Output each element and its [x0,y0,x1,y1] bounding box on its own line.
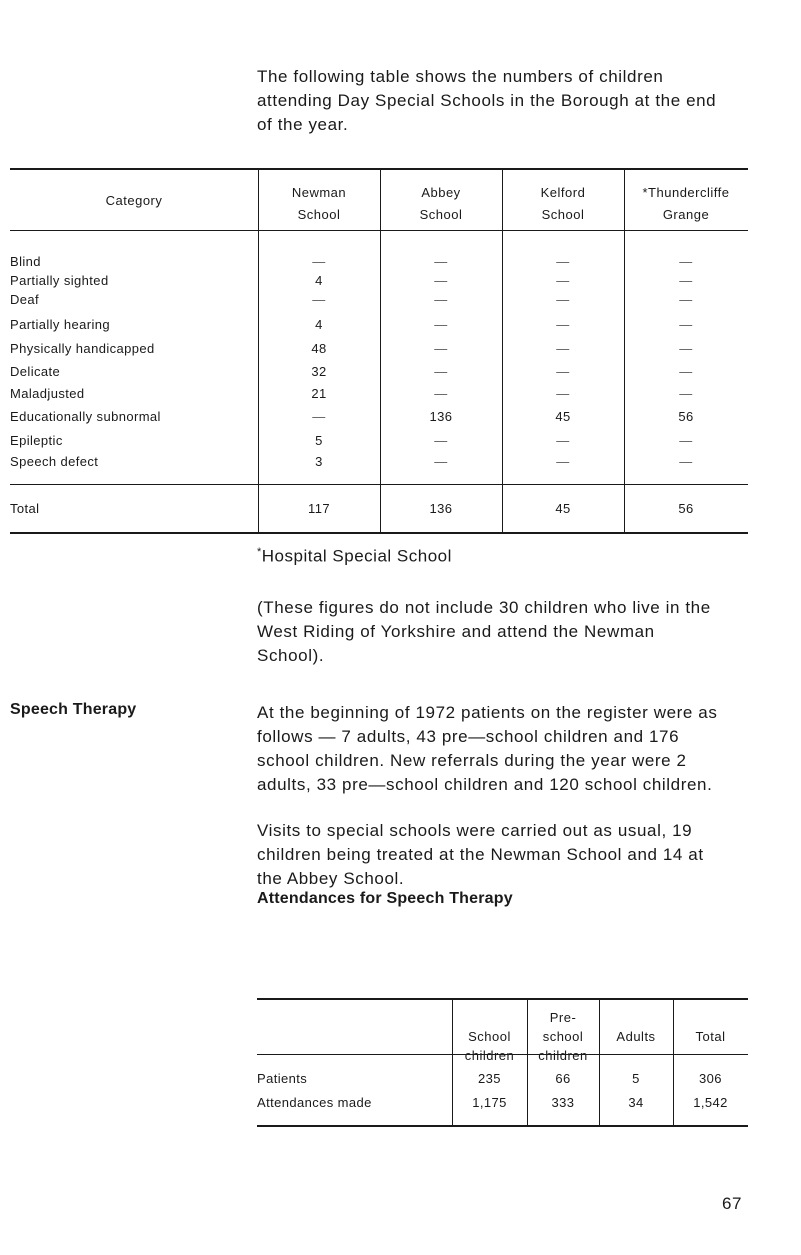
cell: — [434,386,448,401]
table-rule [10,484,748,485]
cell: — [434,254,448,269]
cell: 5 [315,433,323,448]
cell: — [312,254,326,269]
cell: 5 [632,1071,640,1086]
cell: — [434,433,448,448]
row-label: Educationally subnormal [10,409,161,424]
intro-line: of the year. [257,115,349,134]
cell: — [556,273,570,288]
cell: 56 [678,501,694,516]
cell: 21 [311,386,327,401]
cell: — [679,341,693,356]
cell: — [312,409,326,424]
cell: 117 [308,501,330,516]
cell: 32 [311,364,327,379]
cell: — [434,292,448,307]
row-label: Epileptic [10,433,63,448]
footnote-text: Hospital Special School [261,546,452,566]
cell: — [679,386,693,401]
cell: 4 [315,317,323,332]
paragraph-line: the Abbey School. [257,869,405,888]
header-line: Kelford [540,185,586,200]
cell: — [556,254,570,269]
cell: 34 [628,1095,644,1110]
cell: — [679,273,693,288]
table-rule [10,168,748,170]
row-label: Speech defect [10,454,99,469]
cell: 4 [315,273,323,288]
cell: 45 [555,501,571,516]
intro-paragraph [257,65,757,137]
cell: — [679,254,693,269]
cell: 1,175 [472,1095,507,1110]
attendances-heading: Attendances for Speech Therapy [257,890,513,907]
total-row [10,501,748,520]
cell: — [556,317,570,332]
cell: — [679,317,693,332]
table-row [10,433,748,452]
row-label: Maladjusted [10,386,85,401]
column-header-newman [258,182,380,226]
row-label: Patients [257,1071,308,1086]
table-row [10,454,748,473]
header-line: school [542,1029,584,1044]
cell: — [679,292,693,307]
paragraph-line: school children. New referrals during the year were 2 [257,751,687,770]
paragraph-line: Visits to special schools were carried out as usual, 19 [257,821,693,840]
column-header-abbey [380,182,502,226]
column-header-preschool-children [527,1008,599,1065]
column-header-adults: Adults [616,1029,656,1044]
table-row [10,273,748,292]
table-row [10,317,748,336]
cell: 1,542 [693,1095,728,1110]
cell: — [312,292,326,307]
column-header-school-children [452,1008,527,1065]
header-line: School [297,207,341,222]
cell: 306 [699,1071,722,1086]
cell: — [434,341,448,356]
column-header-thundercliffe [624,182,748,226]
table-rule [10,532,748,534]
header-line: School [419,207,463,222]
cell: — [434,273,448,288]
note-line: (These figures do not include 30 children who live in the [257,598,711,617]
paragraph-line: At the beginning of 1972 patients on the register were as [257,703,718,722]
table-row [10,254,748,273]
cell: — [679,454,693,469]
row-label: Partially hearing [10,317,111,332]
cell: 48 [311,341,327,356]
footnote [257,546,452,567]
cell: — [679,364,693,379]
cell: — [434,364,448,379]
table-rule [10,230,748,231]
footnote-marker: * [257,546,262,558]
paragraph-line: children being treated at the Newman School and 14 at [257,845,704,864]
row-label: Total [10,501,40,516]
cell: — [556,292,570,307]
note-line: West Riding of Yorkshire and attend the Newman [257,622,655,641]
header-line: Newman [291,185,347,200]
attendance-table [257,998,748,1127]
cell: 235 [478,1071,501,1086]
row-label: Delicate [10,364,61,379]
column-header-total: Total [695,1029,726,1044]
cell: 45 [555,409,571,424]
speech-therapy-heading: Speech Therapy [10,701,137,718]
cell: 3 [315,454,323,469]
table-rule [257,998,748,1000]
speech-therapy-paragraph [257,701,757,797]
table-row [10,341,748,360]
header-line: children [538,1048,588,1063]
paragraph-line: follows — 7 adults, 43 pre—school children and 176 [257,727,680,746]
cell: — [556,341,570,356]
cell: — [556,386,570,401]
visits-paragraph [257,819,757,891]
intro-line: attending Day Special Schools in the Borough at the end [257,91,717,110]
row-label: Attendances made [257,1095,372,1110]
table-row [10,386,748,405]
row-label: Physically handicapped [10,341,155,356]
special-schools-table [10,168,748,534]
table-row [10,409,748,428]
note-line: School). [257,646,325,665]
cell: 56 [678,409,694,424]
table-row [10,364,748,383]
page-number: 67 [722,1194,742,1213]
category-header: Category [105,193,163,208]
column-header-kelford [502,182,624,226]
cell: 66 [555,1071,571,1086]
header-line: School [468,1029,511,1044]
cell: 333 [551,1095,575,1110]
paragraph-line: adults, 33 pre—school children and 120 school children. [257,775,713,794]
cell: 136 [429,409,453,424]
cell: 136 [429,501,453,516]
row-label: Deaf [10,292,40,307]
row-label: Blind [10,254,41,269]
cell: — [679,433,693,448]
header-line: children [464,1048,515,1063]
header-line: School [541,207,585,222]
cell: — [556,454,570,469]
table-rule [257,1125,748,1127]
table-row [257,1095,748,1114]
header-line: Grange [662,207,710,222]
row-label: Partially sighted [10,273,109,288]
cell: — [434,454,448,469]
intro-line: The following table shows the numbers of children [257,67,664,86]
cell: — [556,433,570,448]
table-row [257,1071,748,1090]
cell: — [434,317,448,332]
note-paragraph [257,596,757,668]
header-line: Abbey [421,185,461,200]
table-row [10,292,748,311]
cell: — [556,364,570,379]
header-line: *Thundercliffe [642,185,730,200]
header-line [452,1008,527,1027]
header-line: Pre- [549,1010,577,1025]
